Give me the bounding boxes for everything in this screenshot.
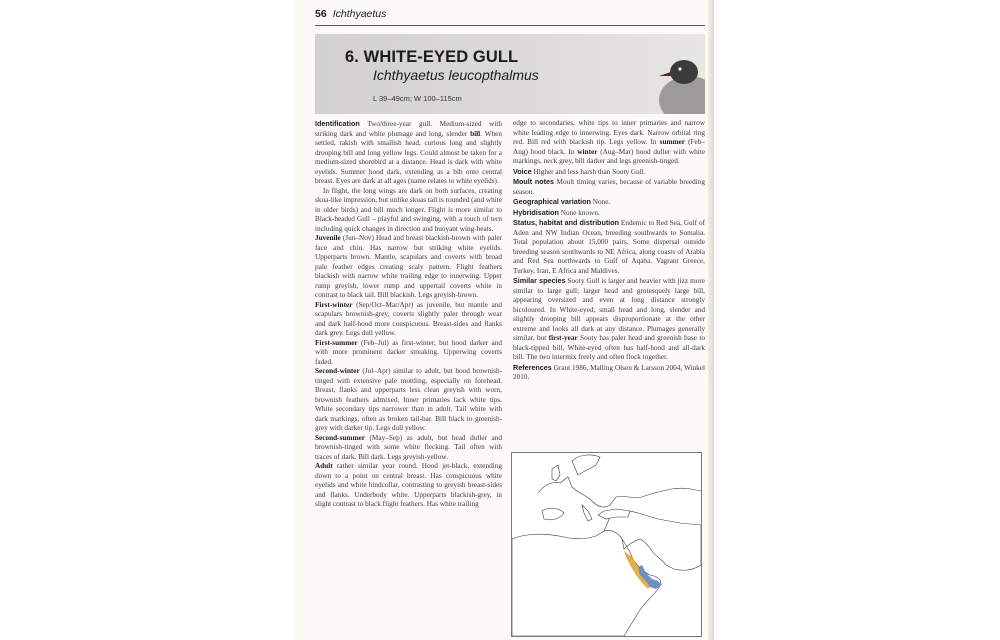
species-title: 6. WHITE-EYED GULL [345, 48, 519, 66]
hybridisation-paragraph: Hybridisation None known. [513, 207, 600, 217]
adult-paragraph: Adult rather similar year round. Hood jet-black, extending down to a point on central breast. Has conspicuous white eyelids and white hindcollar, contrasting to greyish breast-sides and flanks. Underbody white. Upperparts blackish-grey, in slight contrast to black flight feathers. Has white trailing [315, 462, 502, 508]
first-summer-paragraph: First-summer (Feb–Jul) as first-winter, but hood darker and with more prominent darker streaking. Upperwing coverts faded. [315, 338, 502, 366]
geo-variation-paragraph: Geographical variation None. [513, 197, 611, 206]
page-edge [708, 0, 714, 640]
references-paragraph: References Grant 1986, Malling Olsen & Larsson 2004, Winkel 2010. [513, 362, 705, 381]
status-paragraph: Status, habitat and distribution Endemic to Red Sea, Gulf of Aden and NW Indian Ocean, breeding southwards to Somalia. Total population about 15,000 pairs. Some dispersal outside breeding season southwards to NE Africa, along coasts of Arabia and Red Sea northwards to Gulf of Aqaba. Vagrant Greece, Turkey, Iran, E Africa and Maldives. [513, 218, 705, 275]
page-number: 56 [315, 8, 327, 20]
second-summer-paragraph: Second-summer (May–Sep) as adult, but head duller and brownish-tinged with some white flecking. Tail often with traces of dark. Bill dark. Legs greyish-yellow. [315, 433, 502, 461]
scientific-name: Ichthyaetus leucopthalmus [373, 67, 539, 83]
similar-species-paragraph: Similar species Sooty Gull is larger and heavier with jizz more similar to large gull; larger head and grotesquely large bill, appearing oversized and even at long distance strongly bicoloured. In White-eyed, small head and long, slender and slightly drooping bill appears disproportionate at the other extreme and looks all dark at any distance. Plumages generally similar, but first-year Sooty has paler head and greenish base to black-tipped bill, White-eyed often has half-hood and all-dark bill. The two intermix freely and often flock together. [513, 276, 705, 361]
first-winter-paragraph: First-winter (Sep/Oct–Mar/Apr) as juvenile, but mantle and scapulars brownish-grey, coverts slightly paler through wear and dark half-hood more conspicuous. Breast-sides and flanks dark grey. Legs dull yellow. [315, 300, 502, 337]
text-column-right [513, 119, 705, 449]
second-winter-paragraph: Second-winter (Jul–Apr) similar to adult, but hood brownish-tinged with extensive pale mottling, especially on forehead. Breast, flanks and upperparts less clean greyish with worn, brownish feathers admixed. Inner primaries lack white tips. White secondary tips narrower than in adult. Tail white with dark markings, often as broken tail-bar. Bill black to greenish-grey with darker tip. Legs dull yellow. [315, 367, 502, 432]
running-header [315, 8, 705, 26]
moult-paragraph: Moult notes Moult timing varies, because of variable breeding season. [513, 177, 705, 196]
distribution-map [511, 452, 702, 637]
voice-paragraph: Voice Higher and less harsh than Sooty Gull. [513, 166, 646, 176]
juvenile-paragraph: Juvenile (Jun–Nov) Head and breast blackish-brown with paler face and chin. Has narrow but striking white eyelids. Upperparts brown. Mantle, scapulars and coverts with broad pale feather edges creating scaly pattern. Flight feathers blackish with narrow white trailing edge to innerwing. Upper rump greyish, lower rump and uppertail coverts white in contrast to black tail. Bill blackish. Legs greyish-brown. [315, 234, 502, 299]
species-size: L 39–49cm; W 100–115cm [373, 94, 462, 103]
text-column-left [315, 119, 502, 639]
identification-paragraph: Identification Two/three-year gull. Medium-sized with striking dark and white plumage and long, slender bill. When settled, rakish with smallish head, curious long and slightly drooping bill and long yellow legs. Could almost be taken for a medium-sized shorebird at a distance. Head is dark with white eyelids. Summer hood dark, extending as a bib onto central breast. Eyes are dark at all ages (name relates to white eyelids). [315, 119, 502, 185]
book-page [293, 0, 714, 640]
flight-paragraph: In flight, the long wings are dark on both surfaces, creating skua-like impression, but unlike skuas tail is rounded (and white in older birds) and bill much longer. Flight is more similar to Black-headed Gull – playful and swinging, with a touch of tern including quick changes in direction and buoyant wing-beats. [315, 186, 502, 233]
running-title: Ichthyaetus [332, 8, 387, 20]
species-banner [315, 34, 705, 114]
adult-continued-paragraph: edge to secondaries, white tips to inner primaries and narrow white leading edge to innerwing. Eyes dark. Narrow orbital ring red. Bill red with blackish tip. Legs yellow. In summer (Feb–Aug) hood black. In winter (Aug–Mar) hood duller with white markings, neck grey, bill darker and legs greenish-tinged. [513, 119, 705, 165]
gull-photo [651, 50, 705, 114]
